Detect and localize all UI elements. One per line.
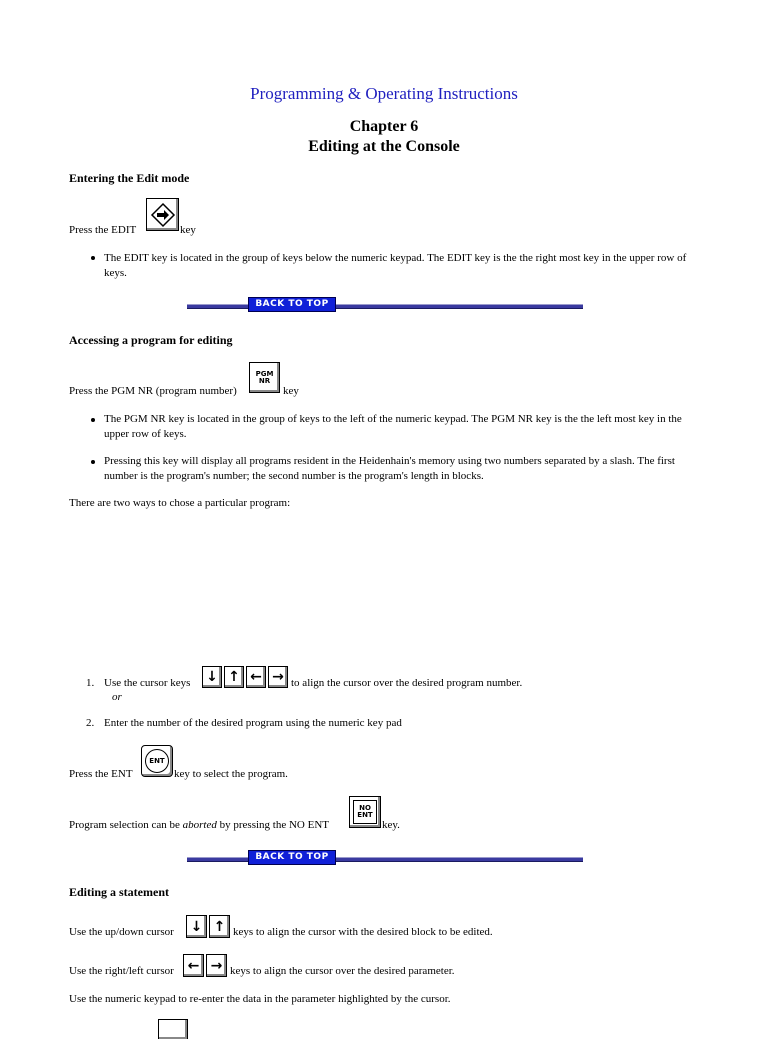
partial-key-icon xyxy=(158,1019,188,1039)
press-pgm-nr-key-suffix: key xyxy=(283,385,299,397)
list-number-2: 2. xyxy=(86,717,95,729)
abort-text-start: Program selection can be aborted by pressing the NO ENT xyxy=(69,819,329,831)
pgm-key-label-top: PGM xyxy=(255,369,274,378)
pgm-nr-display-text: Pressing this key will display all programs resident in the Heidenhain's memory using two numbers separated by a slash. The first number is the program's number; the second number is the program's length in blocks. xyxy=(104,455,675,482)
rightleft-cursor-text: Use the right/left cursor xyxy=(69,965,174,977)
press-pgm-nr-text: Press the PGM NR (program number) xyxy=(69,385,237,397)
ent-key-icon: ENT xyxy=(141,745,173,777)
left-arrow-key-icon: ← xyxy=(183,954,204,977)
updown-cursor-text: Use the up/down cursor xyxy=(69,926,174,938)
updown-cursor-suffix: keys to align the cursor with the desired block to be edited. xyxy=(233,926,493,938)
list-number-1: 1. xyxy=(86,677,95,689)
bullet-dot xyxy=(91,418,95,422)
numeric-keypad-reenter-text: Use the numeric keypad to re-enter the data in the parameter highlighted by the cursor. xyxy=(69,993,451,1005)
press-edit-key-suffix: key xyxy=(180,224,196,236)
divider-left xyxy=(187,304,248,309)
two-ways-text: There are two ways to chose a particular program: xyxy=(69,497,291,509)
left-arrow-key-icon: ← xyxy=(246,666,266,688)
back-to-top-button[interactable]: BACK TO TOP xyxy=(248,297,336,312)
right-arrow-key-icon: → xyxy=(206,954,227,977)
section-heading-accessing-program: Accessing a program for editing xyxy=(69,333,233,347)
aborted-word: aborted xyxy=(182,819,217,831)
press-edit-text: Press the EDIT xyxy=(69,224,137,236)
down-arrow-key-icon: ↓ xyxy=(202,666,222,688)
no-ent-key-icon: NO ENT xyxy=(349,796,381,828)
cursor-keys-suffix: to align the cursor over the desired program number. xyxy=(291,677,523,689)
or-text: or xyxy=(112,691,122,703)
right-arrow-key-icon: → xyxy=(268,666,288,688)
edit-key-icon xyxy=(146,198,179,231)
divider-left xyxy=(187,857,248,862)
up-arrow-key-icon: ↑ xyxy=(224,666,244,688)
press-ent-suffix: key to select the program. xyxy=(174,768,288,780)
back-to-top-bar xyxy=(187,301,583,311)
back-to-top-button[interactable]: BACK TO TOP xyxy=(248,850,336,865)
divider-right xyxy=(336,857,583,862)
press-ent-text: Press the ENT xyxy=(69,768,133,780)
section-heading-editing-statement: Editing a statement xyxy=(69,885,169,899)
page-title: Programming & Operating Instructions xyxy=(250,84,518,103)
pgm-nr-location-text: The PGM NR key is located in the group of keys to the left of the numeric keypad. The PGM NR key is the the left most key in the upper row of keys. xyxy=(104,413,682,440)
numeric-keypad-text: Enter the number of the desired program using the numeric key pad xyxy=(104,717,402,729)
chapter-number: Chapter 6 xyxy=(349,118,419,135)
abort-text-suffix: key. xyxy=(382,819,400,831)
rightleft-cursor-suffix: keys to align the cursor over the desired parameter. xyxy=(230,965,455,977)
bullet-dot xyxy=(91,460,95,464)
chapter-title: Editing at the Console xyxy=(308,138,460,155)
down-arrow-key-icon: ↓ xyxy=(186,915,207,938)
divider-right xyxy=(336,304,583,309)
pgm-key-label-bottom: NR xyxy=(258,376,271,385)
up-arrow-key-icon: ↑ xyxy=(209,915,230,938)
back-to-top-bar xyxy=(187,854,583,864)
cursor-keys-text: Use the cursor keys xyxy=(104,677,191,689)
bullet-dot xyxy=(91,256,95,260)
section-heading-edit-mode: Entering the Edit mode xyxy=(69,171,190,185)
pgm-nr-key-icon xyxy=(249,362,280,393)
edit-key-location-text: The EDIT key is located in the group of keys below the numeric keypad. The EDIT key is the the right most key in the upper row of keys. xyxy=(104,252,687,279)
